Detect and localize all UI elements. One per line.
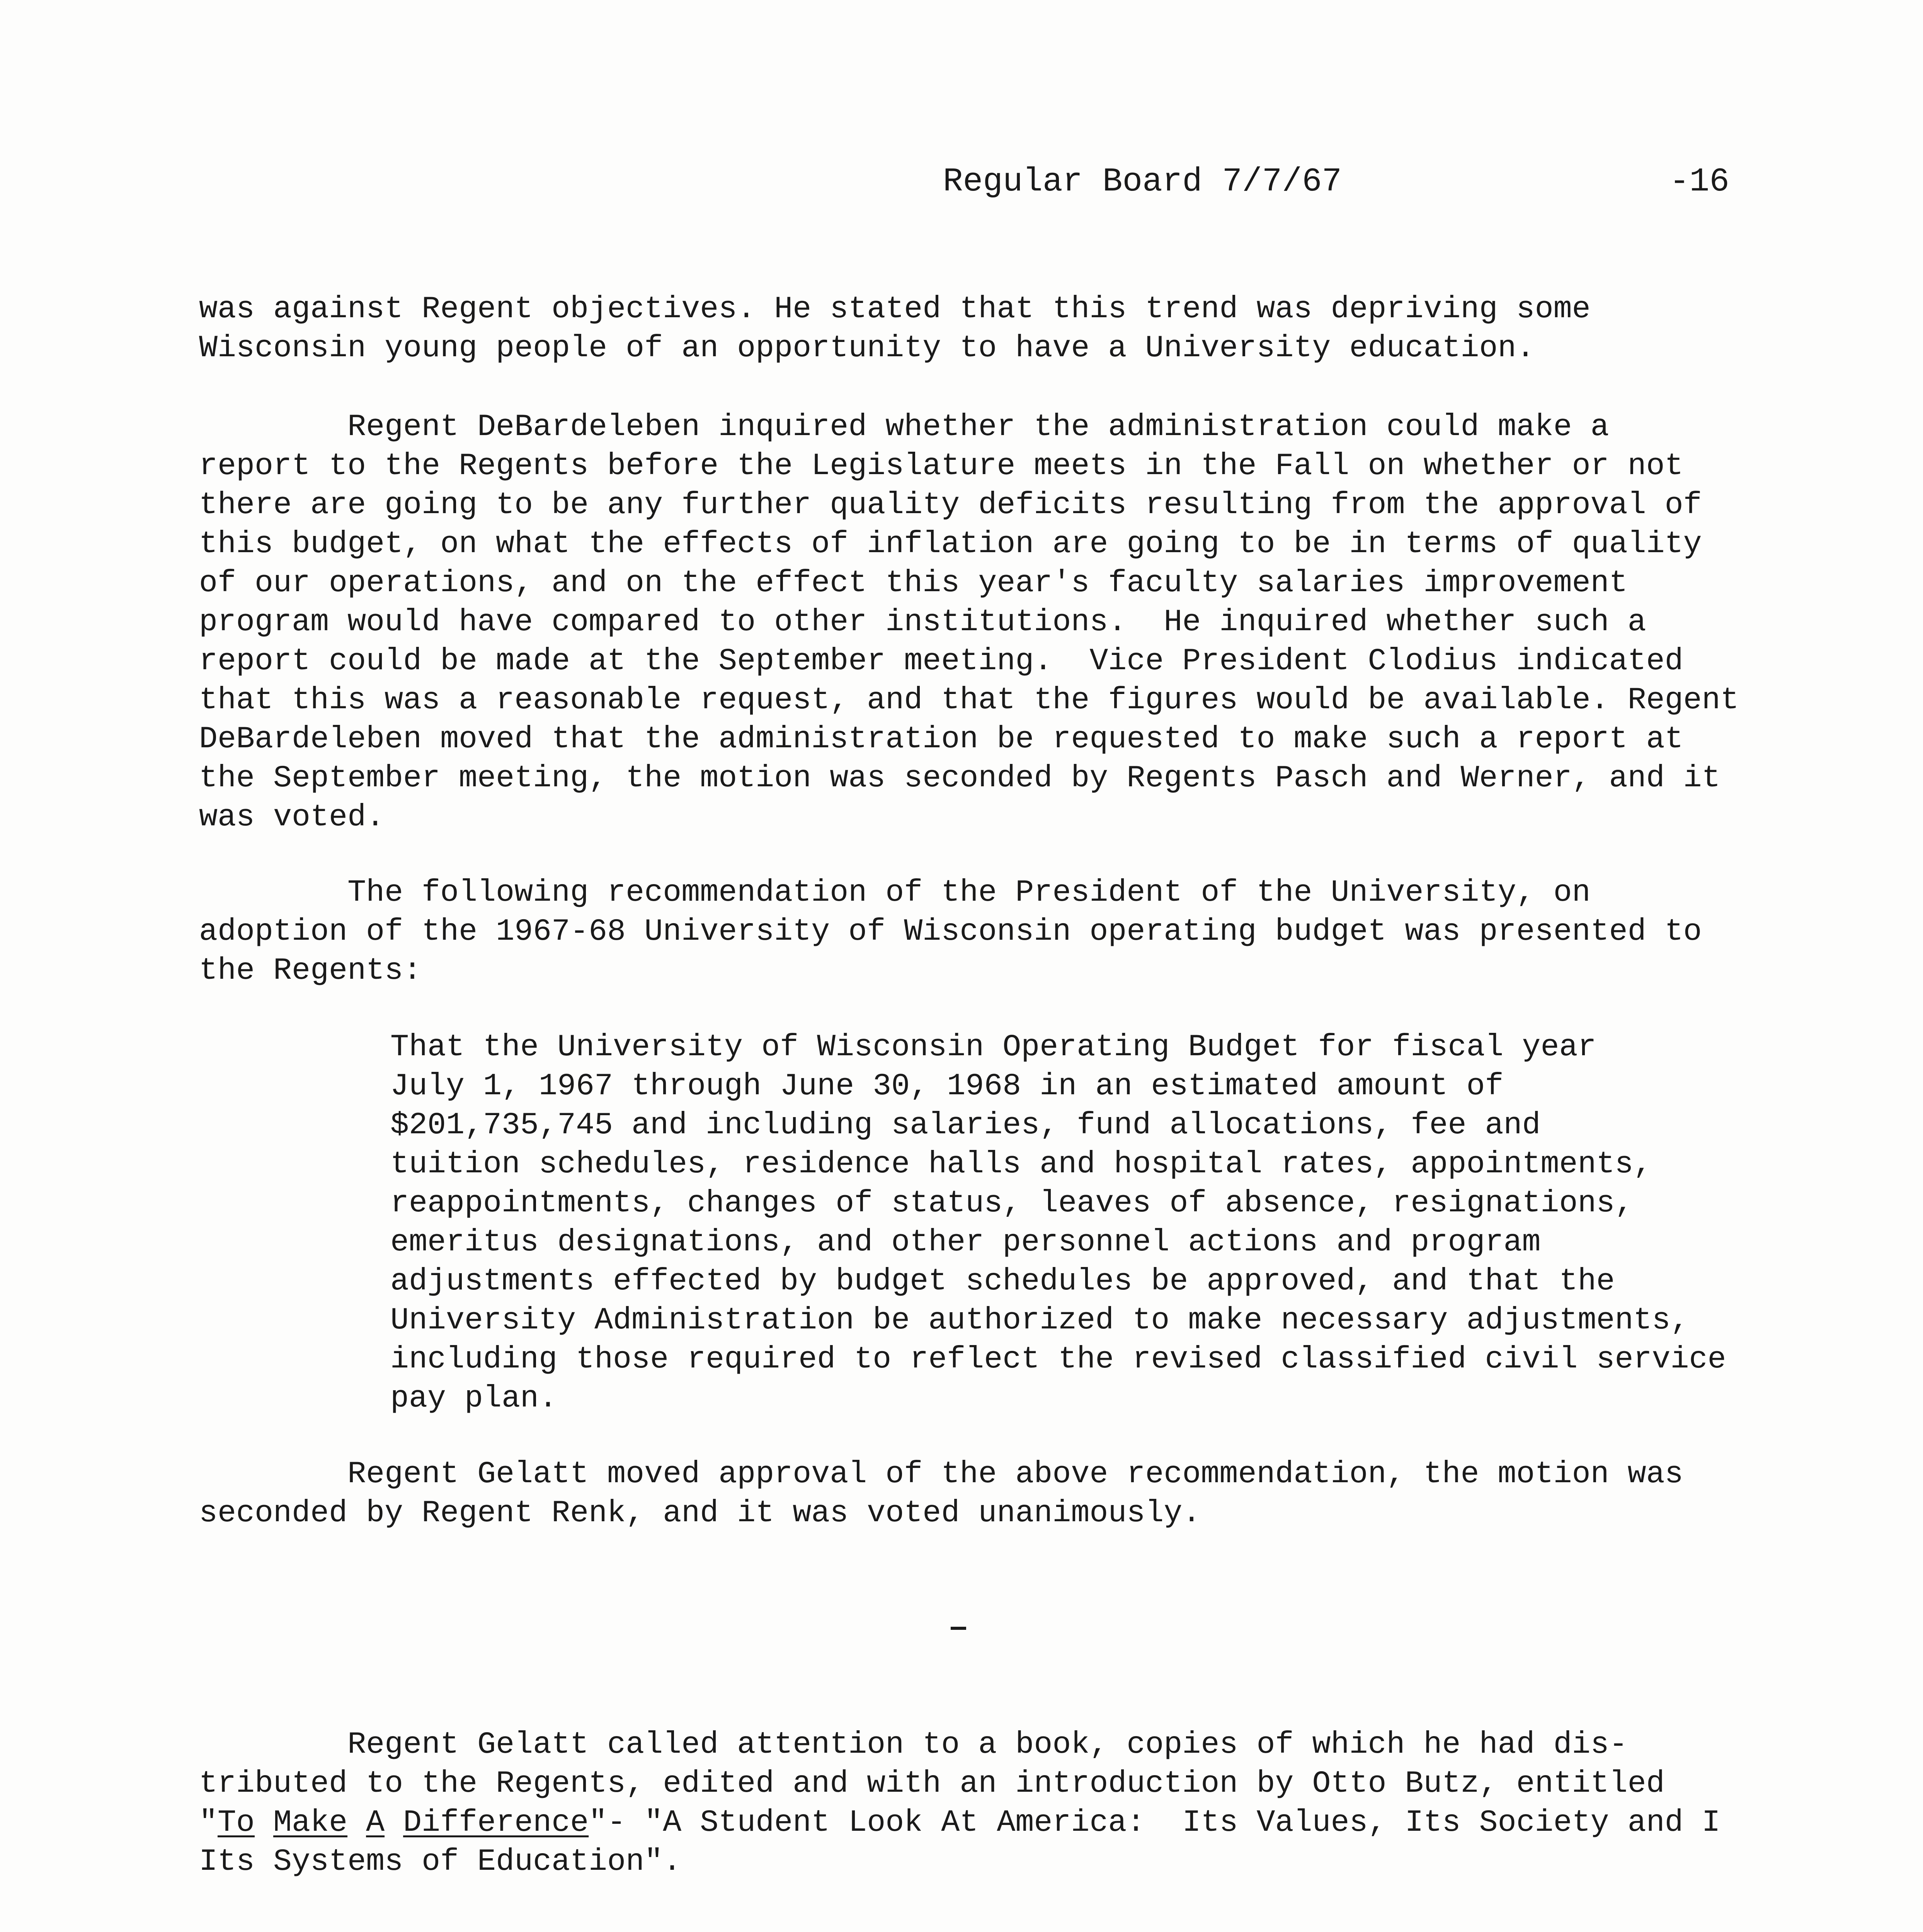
section-separator [951,1627,966,1630]
book-paragraph-rest: "- "A Student Look At America: Its Values, Its Society and I Its Systems of Education". [199,1805,1720,1879]
paragraph-book-mention [199,1725,1720,1881]
page-header-title: Regular Board 7/7/67 [943,163,1342,201]
paragraph-debardeleben-report: Regent DeBardeleben inquired whether the administration could make a report to the Regents before the Legislature meets in the Fall on whether or not there are going to be any further quality deficits resulting from the approval of this budget, on what the effects of inflation are going to be in terms of quality of our operations, and on the effect this year's faculty salaries improvement program would have compared to other institutions. He inquired whether such a report could be made at the September meeting. Vice President Clodius indicated that this was a reasonable request, and that the figures would be available. Regent DeBardeleben moved that the administration be requested to make such a report at the September meeting, the motion was seconded by Regents Pasch and Werner, and it was voted. [199,410,1739,835]
paragraph-budget-recommendation-intro: The following recommendation of the President of the University, on adoption of the 1967-68 University of Wisconsin operating budget was presented to the Regents: [199,875,1702,988]
book-title-word: A [366,1805,385,1840]
book-title-word: Make [273,1805,348,1840]
paragraph-continuation: was against Regent objectives. He stated that this trend was depriving some Wisconsin young people of an opportunity to have a University education. [199,292,1591,366]
page-header-number: -16 [1669,163,1729,201]
book-paragraph-intro: Regent Gelatt called attention to a book, copies of which he had dis- tributed to the Regents, edited and with an introduction by Otto Butz, entitled " [199,1727,1665,1840]
recommendation-quote: That the University of Wisconsin Operating Budget for fiscal year July 1, 1967 through June 30, 1968 in an estimated amount of $201,735,745 and including salaries, fund allocations, fee and tuition schedules, residence halls and hospital rates, appointments, reappointments, changes of status, leaves of absence, resignations, emeritus designations, and other personnel actions and program adjustments effected by budget schedules be approved, and that the University Administration be authorized to make necessary adjustments, including those required to reflect the revised classified civil service pay plan. [390,1030,1726,1416]
paragraph-gelatt-motion: Regent Gelatt moved approval of the above recommendation, the motion was seconded by Regent Renk, and it was voted unanimously. [199,1457,1683,1531]
book-title-word: Difference [403,1805,589,1840]
book-title-word: To [218,1805,255,1840]
